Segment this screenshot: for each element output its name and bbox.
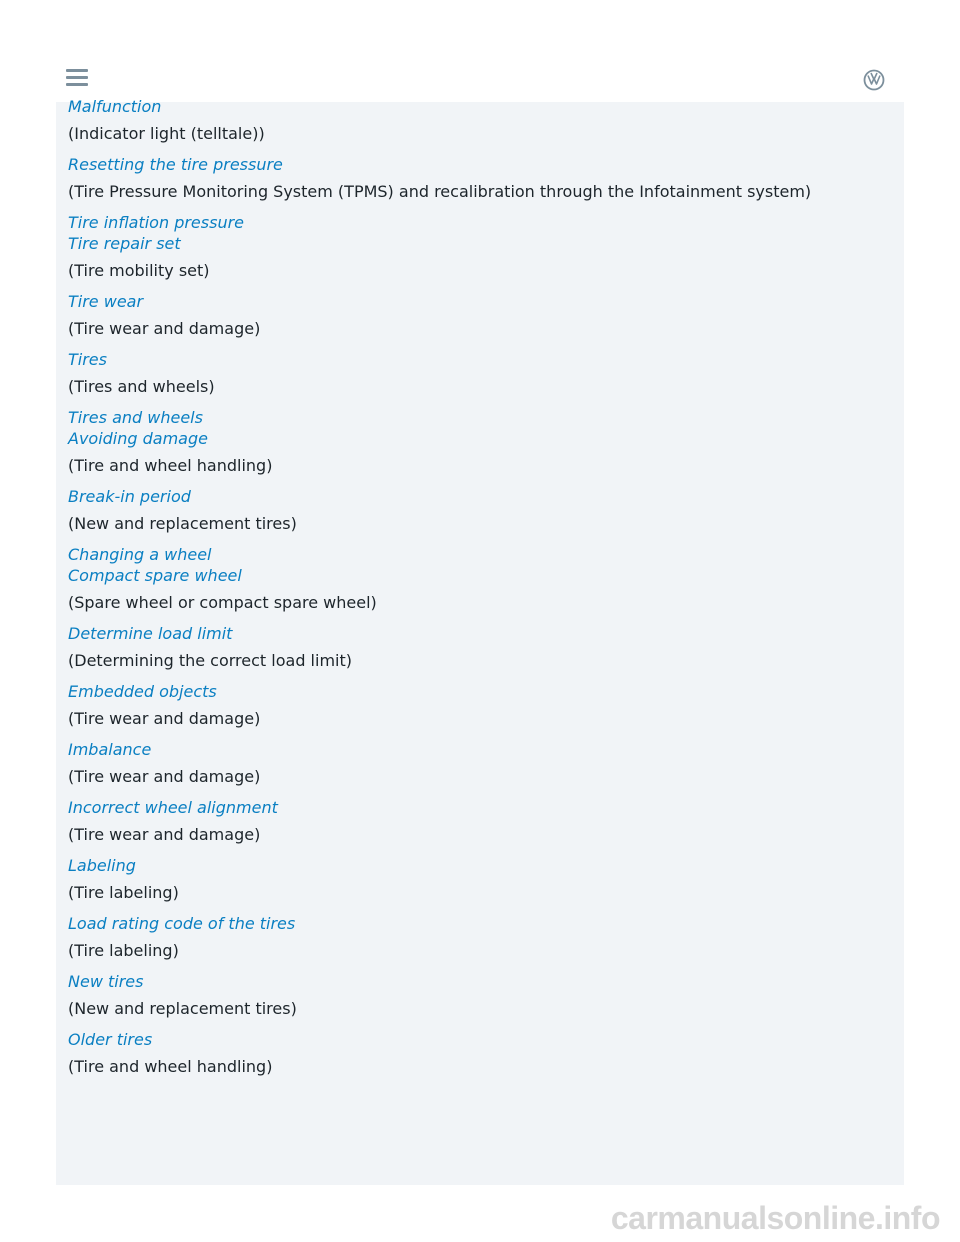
index-description: (Tire and wheel handling) bbox=[68, 1057, 273, 1076]
index-entry bbox=[68, 739, 898, 787]
index-entry bbox=[68, 349, 898, 397]
index-description: (Tires and wheels) bbox=[68, 377, 215, 396]
index-entry bbox=[68, 913, 898, 961]
index-description: (Tire and wheel handling) bbox=[68, 456, 273, 475]
index-entry bbox=[68, 1029, 898, 1077]
index-link[interactable]: Avoiding damage bbox=[68, 429, 208, 448]
index-entry bbox=[68, 681, 898, 729]
index-description: (Tire wear and damage) bbox=[68, 709, 261, 728]
index-description: (Tire Pressure Monitoring System (TPMS) and recalibration through the Infotainment system) bbox=[68, 182, 812, 201]
index-entry bbox=[68, 855, 898, 903]
index-link[interactable]: Labeling bbox=[68, 856, 136, 875]
index-description: (Tire mobility set) bbox=[68, 261, 210, 280]
index-link[interactable]: Tire repair set bbox=[68, 234, 181, 253]
top-bar bbox=[56, 0, 904, 103]
index-entry bbox=[68, 971, 898, 1019]
index-description: (Tire wear and damage) bbox=[68, 319, 261, 338]
index-link[interactable]: Malfunction bbox=[68, 97, 162, 116]
menu-icon[interactable] bbox=[66, 69, 88, 87]
index-link[interactable]: Compact spare wheel bbox=[68, 566, 242, 585]
index-link[interactable]: New tires bbox=[68, 972, 144, 991]
index-description: (Tire wear and damage) bbox=[68, 767, 261, 786]
index-entry bbox=[68, 407, 898, 476]
index-description: (New and replacement tires) bbox=[68, 999, 297, 1018]
index-description: (Spare wheel or compact spare wheel) bbox=[68, 593, 377, 612]
index-entry bbox=[68, 291, 898, 339]
vw-logo-icon[interactable] bbox=[863, 69, 885, 91]
index-link[interactable]: Load rating code of the tires bbox=[68, 914, 296, 933]
index-link[interactable]: Tire inflation pressure bbox=[68, 213, 244, 232]
index-entry bbox=[68, 154, 898, 202]
index-entry bbox=[68, 544, 898, 613]
index-description: (Tire wear and damage) bbox=[68, 825, 261, 844]
index-link[interactable]: Tires and wheels bbox=[68, 408, 203, 427]
index-link[interactable]: Older tires bbox=[68, 1030, 153, 1049]
index-entry bbox=[68, 96, 898, 144]
index-link[interactable]: Tires bbox=[68, 350, 107, 369]
index-entry bbox=[68, 212, 898, 281]
index-link[interactable]: Embedded objects bbox=[68, 682, 217, 701]
watermark: carmanualsonline.info bbox=[610, 1200, 940, 1236]
index-link[interactable]: Determine load limit bbox=[68, 624, 233, 643]
index-description: (New and replacement tires) bbox=[68, 514, 297, 533]
index-link[interactable]: Tire wear bbox=[68, 292, 144, 311]
index-link[interactable]: Break-in period bbox=[68, 487, 191, 506]
index-list bbox=[68, 96, 898, 1087]
index-entry bbox=[68, 797, 898, 845]
index-entry bbox=[68, 486, 898, 534]
index-link[interactable]: Changing a wheel bbox=[68, 545, 212, 564]
index-description: (Determining the correct load limit) bbox=[68, 651, 352, 670]
index-link[interactable]: Imbalance bbox=[68, 740, 152, 759]
index-description: (Tire labeling) bbox=[68, 883, 179, 902]
index-description: (Indicator light (telltale)) bbox=[68, 124, 265, 143]
index-link[interactable]: Incorrect wheel alignment bbox=[68, 798, 278, 817]
index-entry bbox=[68, 623, 898, 671]
index-link[interactable]: Resetting the tire pressure bbox=[68, 155, 283, 174]
index-description: (Tire labeling) bbox=[68, 941, 179, 960]
